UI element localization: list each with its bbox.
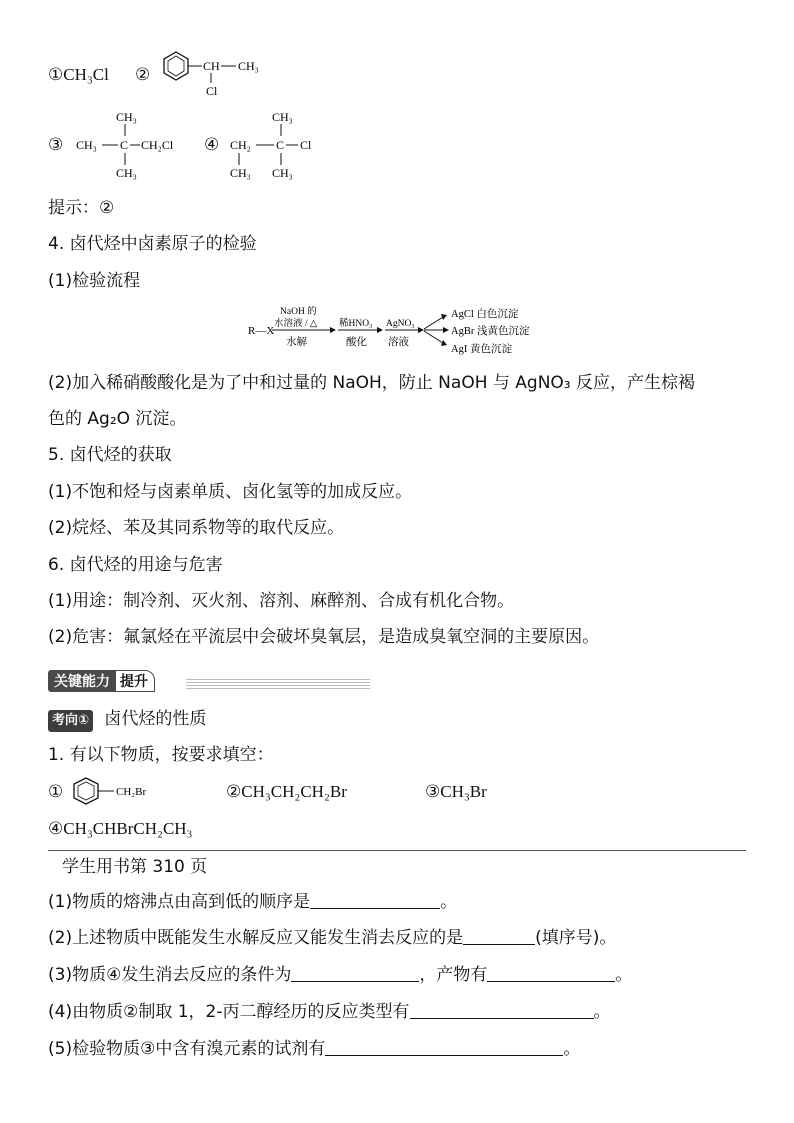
banner-divider xyxy=(186,677,370,689)
fill-q2: (2)上述物质中既能发生水解反应又能发生消去反应的是 (填序号)。 xyxy=(48,928,617,948)
section4-sub1: (1)检验流程 xyxy=(48,271,141,291)
section-divider xyxy=(48,850,746,851)
flow-out-agcl: AgCl 白色沉淀 xyxy=(451,309,519,320)
answer-blank-4[interactable] xyxy=(410,1002,594,1019)
structure-item-2-label: ② xyxy=(135,65,151,84)
svg-text:水溶液 / △: 水溶液 / △ xyxy=(274,319,318,329)
svg-text:酸化: 酸化 xyxy=(346,337,367,348)
question1-opt3: ③CH₃Br xyxy=(425,782,487,801)
svg-text:CH₃: CH₃ xyxy=(272,110,293,124)
svg-text:CH₃: CH₃ xyxy=(272,166,293,180)
fill-q4: (4)由物质②制取 1，2-丙二醇经历的反应类型有 。 xyxy=(48,1002,611,1022)
section6-line2: (2)危害：氟氯烃在平流层中会破坏臭氧层，是造成臭氧空洞的主要原因。 xyxy=(48,627,600,647)
item2-ch3: CH₃ xyxy=(238,59,259,73)
item2-cl: Cl xyxy=(206,84,218,98)
section4-sub2-line2: 色的 Ag₂O 沉淀。 xyxy=(48,409,187,429)
flow-out-agbr: AgBr 浅黄色沉淀 xyxy=(451,326,530,337)
svg-text:CH₃: CH₃ xyxy=(76,138,97,152)
section4-heading: 4. 卤代烃中卤素原子的检验 xyxy=(48,234,257,254)
svg-text:C: C xyxy=(276,138,285,152)
question1-opt4: ④CH₃CHBrCH₂CH₃ xyxy=(48,819,193,838)
key-ability-banner xyxy=(48,670,155,692)
section4-sub2-line1: (2)加入稀硝酸酸化是为了中和过量的 NaOH，防止 NaOH 与 AgNO₃ 反应，产生棕褐 xyxy=(48,373,696,393)
svg-text:CH₂Cl: CH₂Cl xyxy=(141,138,174,152)
fill-q1: (1)物质的熔沸点由高到低的顺序是 。 xyxy=(48,892,458,912)
fill-q5: (5)检验物质③中含有溴元素的试剂有 。 xyxy=(48,1039,581,1059)
answer-blank-3a[interactable] xyxy=(291,965,419,982)
structure-item-3 xyxy=(72,105,192,180)
svg-text:CH₃: CH₃ xyxy=(116,110,137,124)
svg-text:CH₂Br: CH₂Br xyxy=(116,786,147,798)
svg-text:稀HNO₃: 稀HNO₃ xyxy=(339,319,373,329)
svg-text:CH₃: CH₃ xyxy=(230,166,251,180)
page-reference: 学生用书第 310 页 xyxy=(62,857,208,877)
svg-text:NaOH 的: NaOH 的 xyxy=(280,307,317,317)
kaoxiang-heading xyxy=(48,708,206,732)
banner-part2: 提升 xyxy=(113,670,155,692)
svg-text:C: C xyxy=(120,138,129,152)
svg-text:CH₂: CH₂ xyxy=(230,138,251,152)
section5-heading: 5. 卤代烃的获取 xyxy=(48,445,172,465)
item2-ch: CH xyxy=(203,59,220,73)
svg-text:Cl: Cl xyxy=(300,138,312,152)
section6-heading: 6. 卤代烃的用途与危害 xyxy=(48,555,223,575)
flow-out-agi: AgI 黄色沉淀 xyxy=(451,344,512,355)
structure-item-4-label: ④ xyxy=(204,135,220,154)
section5-line1: (1)不饱和烃与卤素单质、卤化氢等的加成反应。 xyxy=(48,482,413,502)
svg-text:AgNO₃: AgNO₃ xyxy=(386,319,415,329)
structure-item-4 xyxy=(226,105,346,180)
question1-opt2: ②CH₃CH₂CH₂Br xyxy=(226,782,347,801)
kaoxiang-tag: 考向① xyxy=(48,710,93,732)
question1-opt1-label: ① xyxy=(48,782,64,801)
banner-part1: 关键能力 xyxy=(48,670,116,692)
question1-stem: 1. 有以下物质，按要求填空： xyxy=(48,745,274,765)
svg-text:CH₃: CH₃ xyxy=(116,166,137,180)
detection-flowchart xyxy=(246,303,556,359)
answer-blank-2[interactable] xyxy=(463,928,535,945)
section5-line2: (2)烷烃、苯及其同系物等的取代反应。 xyxy=(48,518,345,538)
answer-blank-3b[interactable] xyxy=(487,965,615,982)
flow-start: R—X xyxy=(248,325,275,337)
section6-line1: (1)用途：制冷剂、灭火剂、溶剂、麻醉剂、合成有机化合物。 xyxy=(48,591,515,611)
hint-text: 提示：② xyxy=(48,198,115,218)
svg-text:水解: 水解 xyxy=(286,337,307,348)
svg-text:溶液: 溶液 xyxy=(388,337,409,348)
fill-q3: (3)物质④发生消去反应的条件为 ，产物有 。 xyxy=(48,965,633,985)
answer-blank-1[interactable] xyxy=(310,892,440,909)
structure-item-2 xyxy=(158,45,278,100)
question1-opt1-structure xyxy=(68,776,168,806)
kaoxiang-title: 卤代烃的性质 xyxy=(104,709,207,729)
structure-item-1: ①CH₃Cl xyxy=(48,65,109,84)
answer-blank-5[interactable] xyxy=(325,1039,563,1056)
structure-item-3-label: ③ xyxy=(48,135,64,154)
